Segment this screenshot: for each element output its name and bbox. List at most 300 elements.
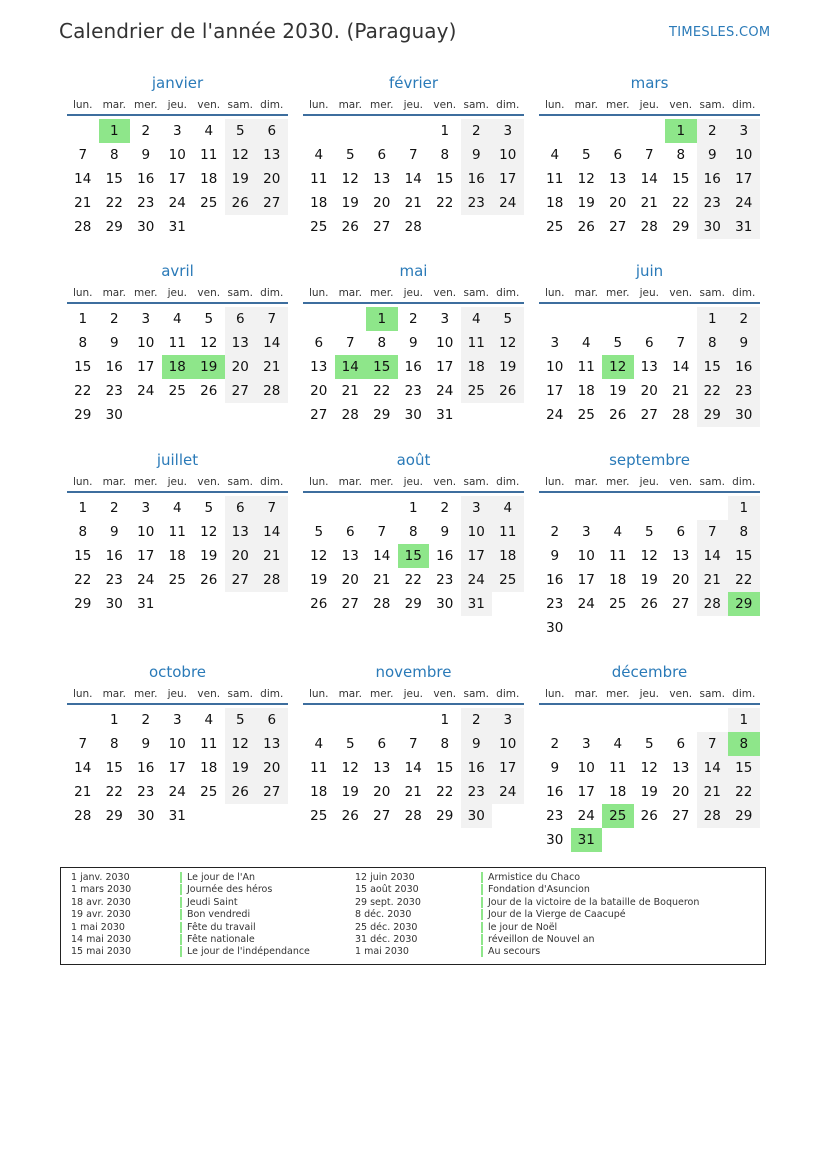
day-cell: 7 [697, 520, 729, 544]
day-cell: 19 [341, 195, 359, 211]
holiday-day-cell: 31 [571, 828, 603, 852]
weekday-label: lun. [72, 688, 93, 700]
day-cell: 13 [640, 359, 658, 375]
day-cell: 13 [225, 520, 257, 544]
day-cell: 19 [492, 355, 524, 379]
empty-cell [303, 307, 335, 331]
day-cell: 22 [436, 784, 454, 800]
day-cell: 24 [492, 780, 524, 804]
empty-cell [634, 307, 666, 331]
day-cell: 31 [168, 219, 186, 235]
day-cell: 27 [256, 780, 288, 804]
day-cell: 26 [341, 219, 359, 235]
weekday-label: lun. [544, 476, 565, 488]
day-cell: 18 [310, 784, 328, 800]
day-cell: 7 [78, 736, 88, 752]
weekday-label: jeu. [403, 688, 423, 700]
day-cell: 1 [728, 496, 760, 520]
day-cell: 3 [461, 496, 493, 520]
day-cell: 18 [461, 355, 493, 379]
day-cell: 4 [314, 736, 324, 752]
holiday-name: Armistice du Chaco [481, 872, 580, 883]
day-cell: 15 [105, 760, 123, 776]
day-cell: 12 [341, 760, 359, 776]
day-cell: 12 [640, 760, 658, 776]
weekday-label: mar. [338, 99, 362, 111]
day-cell: 9 [141, 736, 151, 752]
weekday-label: dim. [496, 476, 520, 488]
day-cell: 16 [728, 355, 760, 379]
day-cell: 25 [168, 572, 186, 588]
day-cell: 4 [172, 500, 182, 516]
day-cell: 7 [697, 732, 729, 756]
day-cell: 14 [672, 359, 690, 375]
day-cell: 20 [640, 383, 658, 399]
day-cell: 4 [613, 736, 623, 752]
day-cell: 7 [256, 496, 288, 520]
day-cell: 23 [137, 195, 155, 211]
day-cell: 17 [168, 760, 186, 776]
day-cell: 26 [200, 383, 218, 399]
day-cell: 23 [404, 383, 422, 399]
day-cell: 26 [577, 219, 595, 235]
legend-row [61, 934, 765, 947]
day-cell: 16 [404, 359, 422, 375]
day-cell: 12 [341, 171, 359, 187]
day-cell: 10 [436, 335, 454, 351]
day-cell: 24 [436, 383, 454, 399]
day-cell: 15 [728, 756, 760, 780]
day-cell: 2 [109, 500, 119, 516]
day-cell: 25 [461, 379, 493, 403]
day-cell: 28 [74, 219, 92, 235]
day-cell: 7 [408, 736, 418, 752]
day-cell: 12 [310, 548, 328, 564]
day-cell: 18 [310, 195, 328, 211]
weekday-label: mer. [606, 99, 630, 111]
day-cell: 16 [137, 760, 155, 776]
month-name: septembre [609, 451, 690, 469]
day-cell: 17 [492, 756, 524, 780]
month-8 [539, 450, 760, 640]
day-cell: 11 [546, 171, 564, 187]
day-cell: 30 [546, 832, 564, 848]
day-cell: 23 [546, 596, 564, 612]
day-cell: 4 [461, 307, 493, 331]
empty-cell [366, 708, 398, 732]
day-cell: 15 [697, 355, 729, 379]
weekday-label: sam. [699, 287, 725, 299]
weekday-label: mer. [370, 99, 394, 111]
holiday-name: Fête nationale [180, 934, 255, 945]
day-cell: 7 [256, 307, 288, 331]
day-cell: 17 [728, 167, 760, 191]
day-cell: 16 [137, 171, 155, 187]
weekday-label: mar. [102, 688, 126, 700]
day-cell: 2 [728, 307, 760, 331]
day-cell: 22 [105, 784, 123, 800]
day-cell: 28 [74, 808, 92, 824]
weekday-label: sam. [463, 287, 489, 299]
day-cell: 16 [105, 548, 123, 564]
day-cell: 5 [204, 311, 214, 327]
day-cell: 6 [225, 307, 257, 331]
day-cell: 22 [373, 383, 391, 399]
month-0 [67, 73, 288, 239]
weekday-label: lun. [72, 476, 93, 488]
day-cell: 15 [74, 548, 92, 564]
day-cell: 19 [577, 195, 595, 211]
holiday-name: Fête du travail [180, 922, 256, 933]
day-grid [67, 119, 288, 239]
day-cell: 21 [373, 572, 391, 588]
day-cell: 10 [577, 548, 595, 564]
weekday-label: ven. [197, 688, 221, 700]
day-cell: 7 [644, 147, 654, 163]
day-cell: 1 [78, 311, 88, 327]
month-name: novembre [375, 663, 452, 681]
day-cell: 29 [74, 596, 92, 612]
weekday-label: lun. [308, 476, 329, 488]
day-cell: 21 [640, 195, 658, 211]
day-cell: 2 [109, 311, 119, 327]
weekday-header [67, 475, 288, 493]
day-cell: 21 [697, 780, 729, 804]
day-cell: 11 [200, 736, 218, 752]
holiday-date: 1 mars 2030 [71, 884, 132, 896]
day-cell: 11 [310, 760, 328, 776]
weekday-label: mer. [370, 688, 394, 700]
day-cell: 24 [492, 191, 524, 215]
day-cell: 12 [640, 548, 658, 564]
day-cell: 24 [137, 572, 155, 588]
day-cell: 29 [105, 808, 123, 824]
day-cell: 2 [141, 712, 151, 728]
day-cell: 24 [168, 195, 186, 211]
empty-cell [571, 708, 603, 732]
day-cell: 28 [697, 804, 729, 828]
empty-cell [571, 496, 603, 520]
day-cell: 16 [697, 167, 729, 191]
day-grid [67, 307, 288, 427]
day-cell: 17 [492, 167, 524, 191]
weekday-label: mar. [338, 476, 362, 488]
holiday-day-cell: 1 [665, 119, 697, 143]
weekday-header [67, 286, 288, 304]
day-cell: 26 [640, 596, 658, 612]
day-cell: 20 [256, 167, 288, 191]
day-cell: 9 [461, 143, 493, 167]
day-cell: 3 [492, 708, 524, 732]
day-cell: 3 [728, 119, 760, 143]
day-cell: 9 [141, 147, 151, 163]
day-cell: 17 [137, 359, 155, 375]
holiday-name: Fondation d'Asuncion [481, 884, 590, 895]
legend-row [61, 884, 765, 897]
weekday-label: mar. [338, 688, 362, 700]
day-cell: 1 [697, 307, 729, 331]
day-grid [539, 496, 760, 640]
holiday-name: réveillon de Nouvel an [481, 934, 595, 945]
day-cell: 23 [105, 572, 123, 588]
empty-cell [571, 307, 603, 331]
legend-row [61, 897, 765, 910]
day-cell: 16 [546, 572, 564, 588]
empty-cell [602, 119, 634, 143]
day-cell: 4 [550, 147, 560, 163]
empty-cell [539, 307, 571, 331]
day-cell: 8 [728, 520, 760, 544]
day-cell: 6 [377, 736, 387, 752]
day-cell: 19 [225, 167, 257, 191]
weekday-label: mer. [134, 99, 158, 111]
day-cell: 10 [137, 335, 155, 351]
empty-cell [697, 496, 729, 520]
day-cell: 25 [168, 383, 186, 399]
day-cell: 25 [200, 784, 218, 800]
weekday-header [67, 98, 288, 116]
day-cell: 9 [109, 335, 119, 351]
day-cell: 8 [377, 335, 387, 351]
day-cell: 11 [461, 331, 493, 355]
day-grid [539, 708, 760, 852]
day-cell: 3 [492, 119, 524, 143]
weekday-label: jeu. [403, 99, 423, 111]
day-cell: 9 [550, 760, 560, 776]
day-cell: 11 [609, 760, 627, 776]
weekday-label: mar. [574, 688, 598, 700]
day-cell: 9 [109, 524, 119, 540]
day-cell: 21 [697, 568, 729, 592]
day-cell: 30 [105, 407, 123, 423]
empty-cell [634, 496, 666, 520]
day-cell: 2 [408, 311, 418, 327]
weekday-label: lun. [72, 287, 93, 299]
weekday-label: lun. [544, 688, 565, 700]
holiday-name: Jour de la victoire de la bataille de Boqueron [481, 897, 699, 908]
legend-row [61, 872, 765, 885]
day-cell: 24 [546, 407, 564, 423]
weekday-label: ven. [669, 287, 693, 299]
day-cell: 9 [461, 732, 493, 756]
day-cell: 11 [492, 520, 524, 544]
day-cell: 20 [672, 572, 690, 588]
month-name: août [396, 451, 431, 469]
weekday-label: jeu. [167, 476, 187, 488]
holiday-date: 15 mai 2030 [71, 946, 132, 958]
day-cell: 12 [577, 171, 595, 187]
day-cell: 28 [640, 219, 658, 235]
holiday-date: 1 mai 2030 [71, 921, 125, 933]
day-cell: 14 [74, 171, 92, 187]
empty-cell [303, 119, 335, 143]
month-name: juin [635, 262, 664, 280]
empty-cell [366, 119, 398, 143]
empty-cell [303, 496, 335, 520]
day-cell: 10 [168, 147, 186, 163]
day-cell: 18 [609, 784, 627, 800]
weekday-label: lun. [544, 287, 565, 299]
weekday-label: sam. [227, 476, 253, 488]
day-cell: 19 [341, 784, 359, 800]
holiday-name: Jour de la Vierge de Caacupé [481, 909, 626, 920]
day-cell: 5 [345, 147, 355, 163]
day-cell: 30 [546, 620, 564, 636]
day-cell: 8 [440, 147, 450, 163]
weekday-label: ven. [433, 99, 457, 111]
day-cell: 27 [672, 596, 690, 612]
holiday-day-cell: 19 [193, 355, 225, 379]
day-cell: 17 [577, 784, 595, 800]
day-cell: 30 [728, 403, 760, 427]
weekday-label: mar. [574, 99, 598, 111]
weekday-label: dim. [732, 688, 756, 700]
weekday-label: mer. [606, 688, 630, 700]
day-cell: 23 [697, 191, 729, 215]
day-cell: 11 [200, 147, 218, 163]
holiday-day-cell: 29 [728, 592, 760, 616]
weekday-label: sam. [463, 476, 489, 488]
day-cell: 14 [640, 171, 658, 187]
holiday-legend [60, 867, 766, 965]
day-cell: 25 [310, 219, 328, 235]
weekday-label: dim. [732, 287, 756, 299]
empty-cell [665, 496, 697, 520]
day-cell: 8 [408, 524, 418, 540]
day-cell: 12 [225, 143, 257, 167]
day-cell: 21 [74, 784, 92, 800]
weekday-label: dim. [496, 688, 520, 700]
day-cell: 22 [728, 568, 760, 592]
day-cell: 6 [314, 335, 324, 351]
day-cell: 5 [581, 147, 591, 163]
empty-cell [539, 496, 571, 520]
empty-cell [335, 119, 367, 143]
day-cell: 10 [461, 520, 493, 544]
month-5 [539, 261, 760, 427]
day-cell: 21 [256, 355, 288, 379]
day-cell: 15 [105, 171, 123, 187]
day-cell: 17 [461, 544, 493, 568]
month-3 [67, 261, 288, 427]
day-cell: 24 [137, 383, 155, 399]
day-cell: 22 [697, 379, 729, 403]
site-link[interactable]: TIMESLES.COM [669, 25, 771, 40]
weekday-label: jeu. [167, 99, 187, 111]
day-cell: 28 [256, 568, 288, 592]
weekday-label: dim. [732, 476, 756, 488]
day-cell: 28 [672, 407, 690, 423]
day-cell: 20 [225, 355, 257, 379]
weekday-label: ven. [197, 476, 221, 488]
day-cell: 20 [672, 784, 690, 800]
month-name: mars [630, 74, 669, 92]
day-cell: 3 [581, 524, 591, 540]
day-cell: 8 [78, 335, 88, 351]
day-cell: 27 [640, 407, 658, 423]
day-cell: 16 [436, 548, 454, 564]
weekday-label: mer. [134, 476, 158, 488]
empty-cell [539, 119, 571, 143]
day-cell: 2 [141, 123, 151, 139]
day-cell: 2 [440, 500, 450, 516]
day-cell: 1 [408, 500, 418, 516]
day-cell: 28 [404, 808, 422, 824]
day-cell: 27 [609, 219, 627, 235]
day-cell: 8 [440, 736, 450, 752]
day-cell: 30 [697, 215, 729, 239]
day-cell: 15 [74, 359, 92, 375]
page-title: Calendrier de l'année 2030. (Paraguay) [59, 19, 457, 43]
weekday-label: ven. [669, 476, 693, 488]
day-cell: 7 [408, 147, 418, 163]
weekday-label: lun. [308, 688, 329, 700]
day-cell: 7 [676, 335, 686, 351]
holiday-day-cell: 14 [335, 355, 367, 379]
day-cell: 13 [672, 548, 690, 564]
day-cell: 23 [461, 780, 493, 804]
day-cell: 4 [204, 712, 214, 728]
weekday-label: lun. [72, 99, 93, 111]
day-cell: 3 [141, 500, 151, 516]
day-cell: 30 [461, 804, 493, 828]
day-cell: 14 [256, 331, 288, 355]
day-cell: 11 [609, 548, 627, 564]
day-cell: 1 [78, 500, 88, 516]
weekday-label: sam. [699, 99, 725, 111]
day-cell: 28 [341, 407, 359, 423]
empty-cell [303, 708, 335, 732]
day-cell: 29 [436, 808, 454, 824]
day-cell: 24 [168, 784, 186, 800]
day-grid [303, 307, 524, 427]
holiday-date: 8 déc. 2030 [355, 909, 412, 921]
day-cell: 17 [168, 171, 186, 187]
holiday-day-cell: 25 [602, 804, 634, 828]
day-cell: 27 [310, 407, 328, 423]
day-cell: 7 [78, 147, 88, 163]
weekday-header [303, 475, 524, 493]
empty-cell [67, 119, 99, 143]
day-cell: 25 [577, 407, 595, 423]
month-7 [303, 450, 524, 616]
day-cell: 20 [256, 756, 288, 780]
weekday-label: ven. [197, 287, 221, 299]
empty-cell [335, 496, 367, 520]
weekday-label: dim. [260, 476, 284, 488]
weekday-label: dim. [260, 688, 284, 700]
weekday-label: lun. [308, 99, 329, 111]
day-cell: 2 [550, 736, 560, 752]
day-cell: 8 [78, 524, 88, 540]
day-cell: 26 [310, 596, 328, 612]
holiday-day-cell: 1 [366, 307, 398, 331]
day-cell: 25 [546, 219, 564, 235]
day-cell: 18 [546, 195, 564, 211]
holiday-date: 25 déc. 2030 [355, 921, 418, 933]
weekday-header [539, 475, 760, 493]
day-cell: 13 [310, 359, 328, 375]
weekday-header [303, 286, 524, 304]
day-cell: 6 [225, 496, 257, 520]
day-cell: 18 [492, 544, 524, 568]
weekday-label: sam. [463, 99, 489, 111]
day-cell: 29 [373, 407, 391, 423]
day-cell: 6 [613, 147, 623, 163]
day-cell: 5 [225, 708, 257, 732]
day-cell: 3 [440, 311, 450, 327]
empty-cell [67, 708, 99, 732]
